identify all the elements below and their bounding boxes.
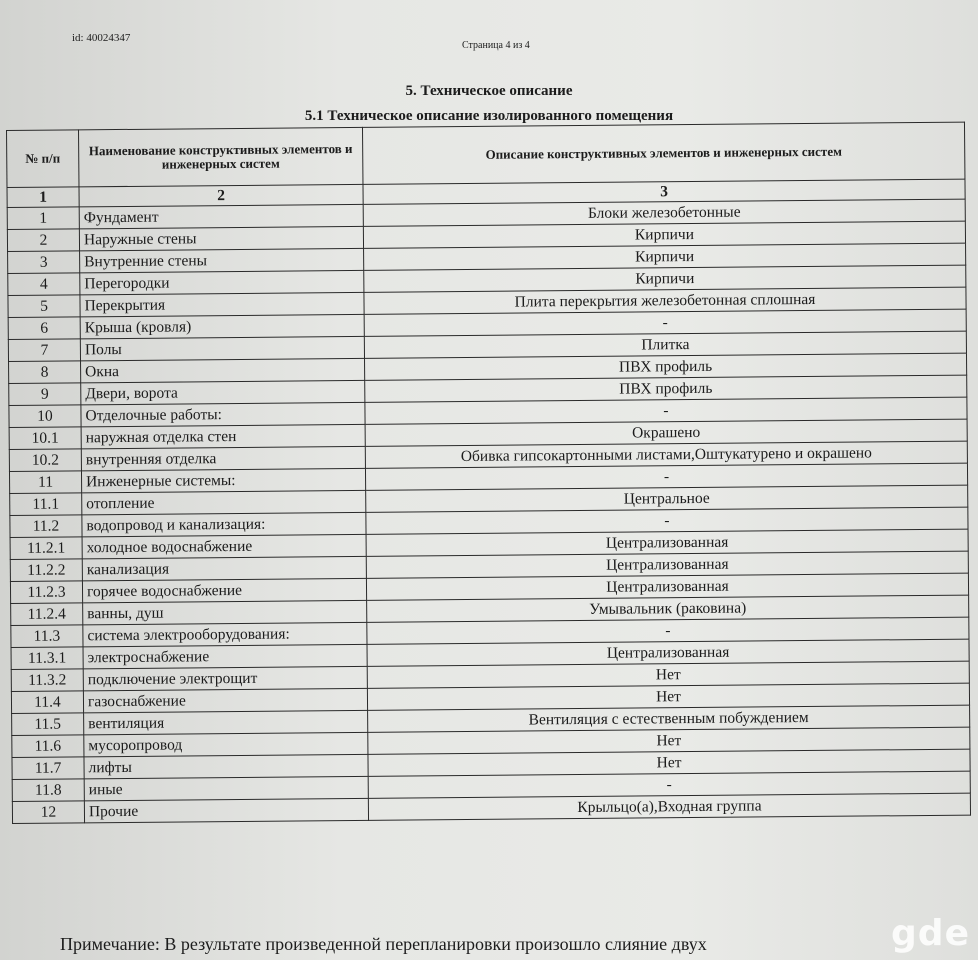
row-number: 12 bbox=[12, 801, 84, 824]
row-element-description: - bbox=[365, 463, 967, 490]
row-element-description: Нет bbox=[367, 683, 969, 710]
row-element-description: Нет bbox=[368, 727, 970, 754]
row-element-description: Крыльцо(а),Входная группа bbox=[368, 793, 970, 820]
row-element-name: газоснабжение bbox=[83, 688, 367, 712]
row-element-name: внутренняя отделка bbox=[81, 446, 365, 470]
row-number: 1 bbox=[7, 207, 79, 230]
row-element-name: канализация bbox=[82, 556, 366, 580]
row-number: 7 bbox=[8, 339, 80, 362]
row-number: 11.4 bbox=[11, 691, 83, 714]
row-number: 11.7 bbox=[12, 757, 84, 780]
column-number: 3 bbox=[363, 179, 965, 204]
document-id: id: 40024347 bbox=[72, 32, 131, 44]
row-number: 10.1 bbox=[9, 427, 81, 450]
header-number: № п/п bbox=[7, 130, 79, 188]
row-element-name: Прочие bbox=[84, 798, 368, 822]
row-element-description: ПВХ профиль bbox=[365, 353, 967, 380]
row-element-name: вентиляция bbox=[84, 710, 368, 734]
row-element-description: Блоки железобетонные bbox=[363, 199, 965, 226]
footer-note: Примечание: В результате произведенной перепланировки произошло слияние двух bbox=[60, 934, 707, 954]
row-element-name: Полы bbox=[80, 336, 364, 360]
row-number: 11.2 bbox=[10, 515, 82, 538]
row-number: 11.2.3 bbox=[10, 581, 82, 604]
row-element-name: подключение электрощит bbox=[83, 666, 367, 690]
row-element-name: система электрооборудования: bbox=[83, 622, 367, 646]
row-number: 10.2 bbox=[9, 449, 81, 472]
row-number: 11.2.2 bbox=[10, 559, 82, 582]
row-element-name: мусоропровод bbox=[84, 732, 368, 756]
row-number: 9 bbox=[9, 383, 81, 406]
row-number: 2 bbox=[7, 229, 79, 252]
row-number: 11.5 bbox=[12, 713, 84, 736]
subsection-title: 5.1 Техническое описание изолированного помещения bbox=[304, 108, 674, 124]
row-element-description: Централизованная bbox=[366, 551, 968, 578]
row-number: 11.8 bbox=[12, 779, 84, 802]
row-element-description: Вентиляция с естественным побуждением bbox=[368, 705, 970, 732]
row-element-name: Перегородки bbox=[80, 270, 364, 294]
row-element-name: электроснабжение bbox=[83, 644, 367, 668]
row-number: 8 bbox=[9, 361, 81, 384]
row-element-name: отопление bbox=[82, 490, 366, 514]
row-element-description: Окрашено bbox=[365, 419, 967, 446]
row-element-name: Фундамент bbox=[79, 204, 363, 228]
column-number: 1 bbox=[7, 187, 79, 208]
row-element-name: водопровод и канализация: bbox=[82, 512, 366, 536]
row-element-name: Крыша (кровля) bbox=[80, 314, 364, 338]
row-number: 11.6 bbox=[12, 735, 84, 758]
row-element-description: Нет bbox=[368, 749, 970, 776]
section-title: 5. Техническое описание bbox=[405, 83, 573, 99]
row-element-name: холодное водоснабжение bbox=[82, 534, 366, 558]
row-element-description: Централизованная bbox=[367, 639, 969, 666]
row-element-name: лифты bbox=[84, 754, 368, 778]
row-number: 4 bbox=[8, 273, 80, 296]
row-element-name: Окна bbox=[81, 358, 365, 382]
row-element-description: Кирпичи bbox=[363, 221, 965, 248]
row-element-name: Инженерные системы: bbox=[81, 468, 365, 492]
row-element-description: - bbox=[364, 309, 966, 336]
row-number: 5 bbox=[8, 295, 80, 318]
row-element-description: ПВХ профиль bbox=[365, 375, 967, 402]
row-element-description: Кирпичи bbox=[364, 243, 966, 270]
header-element-description: Описание конструктивных элементов и инженерных систем bbox=[362, 122, 964, 184]
table-body bbox=[7, 199, 970, 823]
row-element-description: Централизованная bbox=[366, 573, 968, 600]
row-element-description: Центральное bbox=[366, 485, 968, 512]
technical-description-table bbox=[6, 122, 971, 824]
row-element-description: Плита перекрытия железобетонная сплошная bbox=[364, 287, 966, 314]
row-element-name: Двери, ворота bbox=[81, 380, 365, 404]
row-element-name: Перекрытия bbox=[80, 292, 364, 316]
row-element-description: Умывальник (раковина) bbox=[367, 595, 969, 622]
row-element-name: наружная отделка стен bbox=[81, 424, 365, 448]
row-element-name: горячее водоснабжение bbox=[82, 578, 366, 602]
row-element-description: - bbox=[366, 507, 968, 534]
row-number: 11.2.1 bbox=[10, 537, 82, 560]
header-element-name: Наименование конструктивных элементов и инженерных систем bbox=[79, 127, 363, 186]
row-number: 3 bbox=[8, 251, 80, 274]
row-element-description: Нет bbox=[367, 661, 969, 688]
row-number: 11.3 bbox=[11, 625, 83, 648]
row-number: 10 bbox=[9, 405, 81, 428]
row-element-name: иные bbox=[84, 776, 368, 800]
row-element-description: Обивка гипсокартонными листами,Оштукатурено и окрашено bbox=[365, 441, 967, 468]
row-element-name: Внутренние стены bbox=[80, 248, 364, 272]
row-number: 6 bbox=[8, 317, 80, 340]
row-element-description: Кирпичи bbox=[364, 265, 966, 292]
row-number: 11.3.1 bbox=[11, 647, 83, 670]
page-number: Страница 4 из 4 bbox=[462, 40, 530, 51]
row-number: 11.3.2 bbox=[11, 669, 83, 692]
row-element-description: Централизованная bbox=[366, 529, 968, 556]
column-number: 2 bbox=[79, 184, 363, 206]
row-element-name: Наружные стены bbox=[79, 226, 363, 250]
row-element-description: - bbox=[367, 617, 969, 644]
watermark-logo: gde bbox=[891, 913, 970, 954]
row-element-name: Отделочные работы: bbox=[81, 402, 365, 426]
row-number: 11.1 bbox=[10, 493, 82, 516]
row-element-description: - bbox=[368, 771, 970, 798]
table-header-row bbox=[7, 122, 965, 187]
row-number: 11 bbox=[9, 471, 81, 494]
row-element-name: ванны, душ bbox=[83, 600, 367, 624]
row-number: 11.2.4 bbox=[11, 603, 83, 626]
row-element-description: - bbox=[365, 397, 967, 424]
row-element-description: Плитка bbox=[364, 331, 966, 358]
